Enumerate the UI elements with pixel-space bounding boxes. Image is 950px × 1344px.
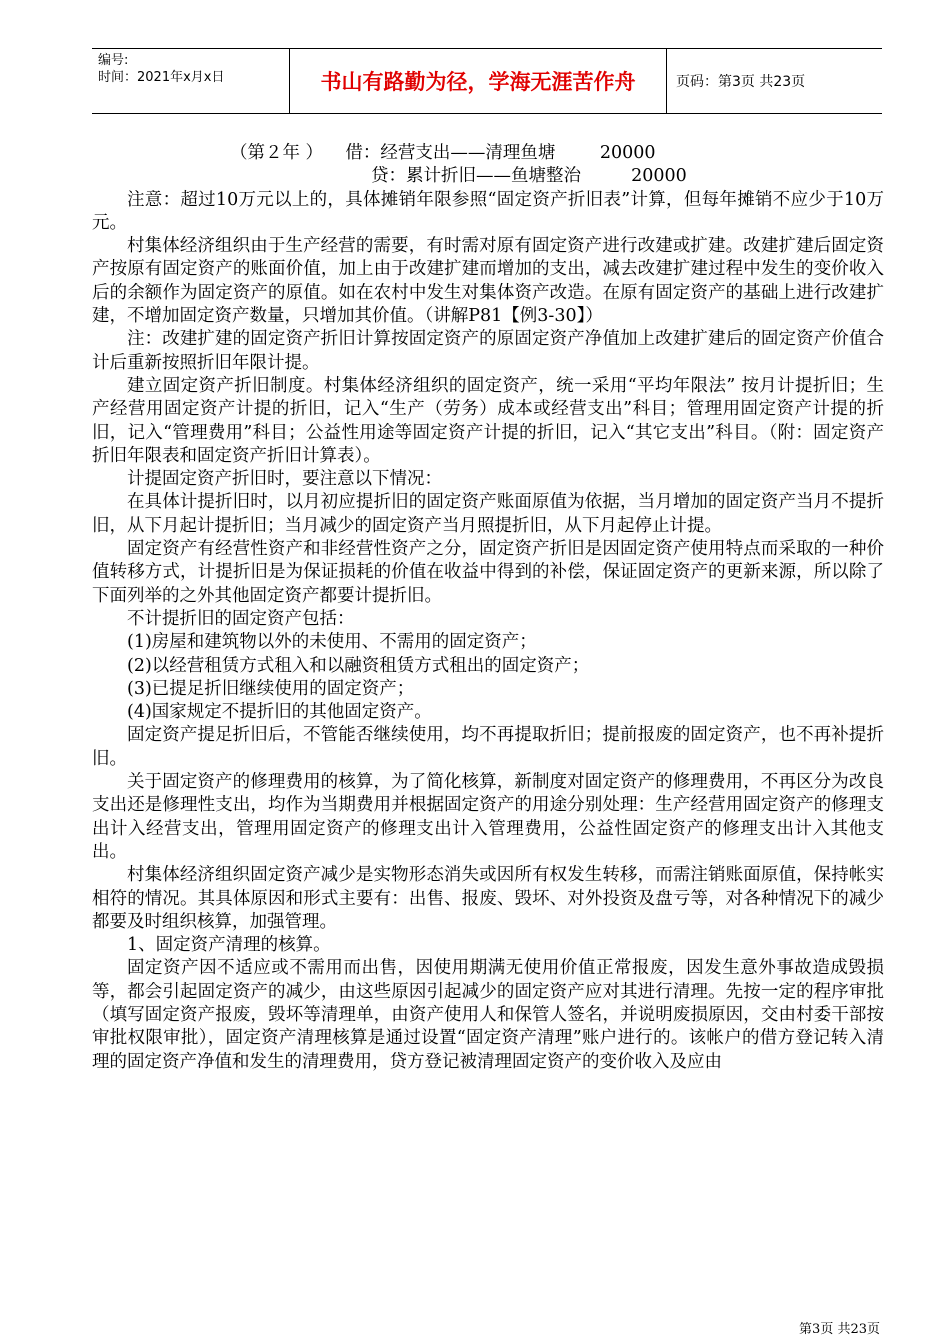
paragraph: 注意：超过10万元以上的，具体摊销年限参照“固定资产折旧表”计算，但每年摊销不应少于10万元。 (92, 189, 884, 233)
journal-entry-debit: （第２年 ） 借：经营支出——清理鱼塘 20000 (230, 143, 656, 163)
paragraph: 注：改建扩建的固定资产折旧计算按固定资产的原固定资产净值加上改建扩建后的固定资产价值合计后重新按照折旧年限计提。 (92, 329, 884, 373)
paragraph: 关于固定资产的修理费用的核算，为了简化核算，新制度对固定资产的修理费用，不再区分为改良支出还是修理性支出，均作为当期费用并根据固定资产的用途分别处理：生产经营用固定资产的修理支出计入经营支出，管理用固定资产的修理支出计入管理费用，公益性固定资产的修理支出计入其他支出。 (92, 772, 884, 862)
page-footer: 第3页 共23页 (799, 1322, 880, 1337)
list-item: (4)国家规定不提折旧的其他固定资产。 (127, 702, 432, 723)
list-item: (2)以经营租赁方式租入和以融资租赁方式租出的固定资产； (127, 655, 590, 676)
header-page-label: 页码：第3页 共23页 (676, 74, 806, 90)
paragraph: 建立固定资产折旧制度。村集体经济组织的固定资产，统一采用“平均年限法” 按月计提折旧；生产经营用固定资产计提的折旧，记入“生产（劳务）成本或经营支出”科目；管理用固定资产计提的折旧，记入“管理费用”科目；公益性用途等固定资产计提的折旧，记入“其它支出”科目。（附：固定资产折旧年限表和固定资产折旧计算表）。 (92, 375, 884, 466)
list-item: (3)已提足折旧继续使用的固定资产； (127, 678, 415, 699)
section-heading: 1、固定资产清理的核算。 (127, 935, 331, 956)
paragraph: 固定资产有经营性资产和非经营性资产之分，固定资产折旧是因固定资产使用特点而采取的一种价值转移方式，计提折旧是为保证损耗的价值在收益中得到的补偿，保证固定资产的更新来源，所以除了下面列举的之外其他固定资产都要计提折旧。 (92, 539, 884, 606)
paragraph: 村集体经济组织由于生产经营的需要，有时需对原有固定资产进行改建或扩建。改建扩建后固定资产按原有固定资产的账面价值，加上由于改建扩建而增加的支出，减去改建扩建过程中发生的变价收入后的余额作为固定资产的原值。如在农村中发生对集体资产改造。在原有固定资产的基础上进行改建扩建，不增加固定资产数量，只增加其价值。（讲解P81【例3-30】） (92, 236, 884, 327)
serial-label: 编号: (98, 53, 129, 68)
header-motto: 书山有路勤为径，学海无涯苦作舟 (290, 49, 667, 113)
paragraph: 村集体经济组织固定资产减少是实物形态消失或因所有权发生转移，而需注销账面原值，保持帐实相符的情况。其具体原因和形式主要有：出售、报废、毁坏、对外投资及盘亏等，对各种情况下的减少都要及时组织核算，加强管理。 (92, 865, 884, 932)
list-item: (1)房屋和建筑物以外的未使用、不需用的固定资产； (127, 632, 537, 653)
journal-entry-credit: 贷：累计折旧——鱼塘整治 20000 (371, 166, 687, 187)
document-body (92, 142, 884, 1074)
time-label: 时间：2021年x月x日 (98, 70, 225, 85)
paragraph: 固定资产因不适应或不需用而出售，因使用期满无使用价值正常报废，因发生意外事故造成毁损等，都会引起固定资产的减少，由这些原因引起减少的固定资产应对其进行清理。先按一定的程序审批（填写固定资产报废，毁坏等清理单，由资产使用人和保管人签名，并说明废损原因，交由村委干部按审批权限审批），固定资产清理核算是通过设置“固定资产清理”账户进行的。该帐户的借方登记转入清理的固定资产净值和发生的清理费用，贷方登记被清理固定资产的变价收入及应由 (92, 958, 884, 1072)
paragraph: 计提固定资产折旧时，要注意以下情况： (127, 469, 442, 490)
paragraph: 在具体计提折旧时，以月初应提折旧的固定资产账面原值为依据，当月增加的固定资产当月不提折旧，从下月起计提折旧；当月减少的固定资产当月照提折旧，从下月起停止计提。 (92, 492, 884, 536)
paragraph: 不计提折旧的固定资产包括： (127, 608, 355, 629)
header-meta (92, 49, 290, 113)
page-header (92, 48, 882, 114)
paragraph: 固定资产提足折旧后，不管能否继续使用，均不再提取折旧；提前报废的固定资产，也不再补提折旧。 (92, 725, 884, 769)
